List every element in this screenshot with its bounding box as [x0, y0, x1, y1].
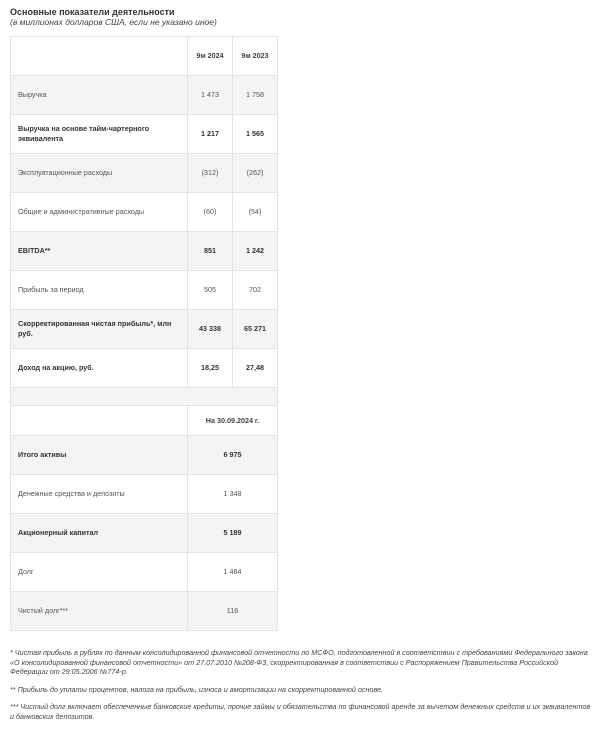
table-row [11, 436, 278, 475]
value-2023: 65 271 [233, 310, 278, 349]
row-label: Скорректированная чистая прибыль*, млн руб. [11, 310, 188, 349]
indicators-table [10, 36, 278, 631]
value-2024: 505 [188, 271, 233, 310]
page-title: Основные показатели деятельности [10, 7, 175, 17]
row-label: Итого активы [11, 436, 188, 475]
table-row [11, 271, 278, 310]
value-2024: (60) [188, 193, 233, 232]
row-label: Выручка [11, 76, 188, 115]
table-header-row [11, 37, 278, 76]
value-2024: 1 217 [188, 115, 233, 154]
value-2024: 1 473 [188, 76, 233, 115]
column-header-2024: 9м 2024 [188, 37, 233, 76]
footnote-ebitda: ** Прибыль до уплаты процентов, налога на прибыль, износа и амортизации на скорректированной основе. [10, 684, 384, 694]
balance-value: 5 189 [188, 514, 278, 553]
balance-date-header: На 30.09.2024 г. [188, 406, 278, 436]
footnote-net-profit: * Чистая прибыль в рублях по данным консолидированной финансовой отчетности по МСФО, подготовленной в соответствии с требованиями Федерального закона «О консолидированной финансовой отчетности» от 27.07.2010 №208-ФЗ, скорректированная в соответствии с Распоряжением Правительства Российской Федерации от 29.05.2006 №774-р. [10, 648, 588, 677]
row-label: Выручка на основе тайм-чартерного эквивалента [11, 115, 188, 154]
table-header-empty [11, 37, 188, 76]
table-row [11, 115, 278, 154]
table-row [11, 193, 278, 232]
row-label: EBITDA** [11, 232, 188, 271]
table-row [11, 553, 278, 592]
footnote-net-debt: *** Чистый долг включает обеспеченные банковские кредиты, прочие займы и обязательства по финансовой аренде за вычетом денежных средств и их эквивалентов и банковских депозитов. [10, 702, 591, 721]
row-label: Акционерный капитал [11, 514, 188, 553]
value-2023: 1 242 [233, 232, 278, 271]
table-row [11, 76, 278, 115]
page-subtitle: (в миллионах долларов США, если не указано иное) [10, 17, 217, 27]
footnotes [10, 648, 595, 730]
spacer-cell [11, 388, 278, 406]
balance-value: 1 348 [188, 475, 278, 514]
table-row [11, 592, 278, 631]
value-2023: 1 758 [233, 76, 278, 115]
table-row [11, 475, 278, 514]
value-2024: 851 [188, 232, 233, 271]
row-label: Чистый долг*** [11, 592, 188, 631]
table-spacer-row [11, 388, 278, 406]
column-header-2023: 9м 2023 [233, 37, 278, 76]
balance-value: 116 [188, 592, 278, 631]
balance-value: 1 484 [188, 553, 278, 592]
table-row [11, 514, 278, 553]
value-2024: 43 338 [188, 310, 233, 349]
row-label: Денежные средства и депозиты [11, 475, 188, 514]
balance-header-row [11, 406, 278, 436]
balance-value: 6 975 [188, 436, 278, 475]
table-row [11, 310, 278, 349]
row-label: Долг [11, 553, 188, 592]
row-label: Доход на акцию, руб. [11, 349, 188, 388]
balance-header-empty [11, 406, 188, 436]
table-row [11, 349, 278, 388]
value-2023: (54) [233, 193, 278, 232]
table-row [11, 154, 278, 193]
value-2023: (262) [233, 154, 278, 193]
value-2023: 1 565 [233, 115, 278, 154]
value-2024: 18,25 [188, 349, 233, 388]
row-label: Прибыль за период [11, 271, 188, 310]
row-label: Общие и административные расходы [11, 193, 188, 232]
value-2023: 27,48 [233, 349, 278, 388]
table-row [11, 232, 278, 271]
value-2023: 702 [233, 271, 278, 310]
value-2024: (312) [188, 154, 233, 193]
row-label: Эксплуатационные расходы [11, 154, 188, 193]
